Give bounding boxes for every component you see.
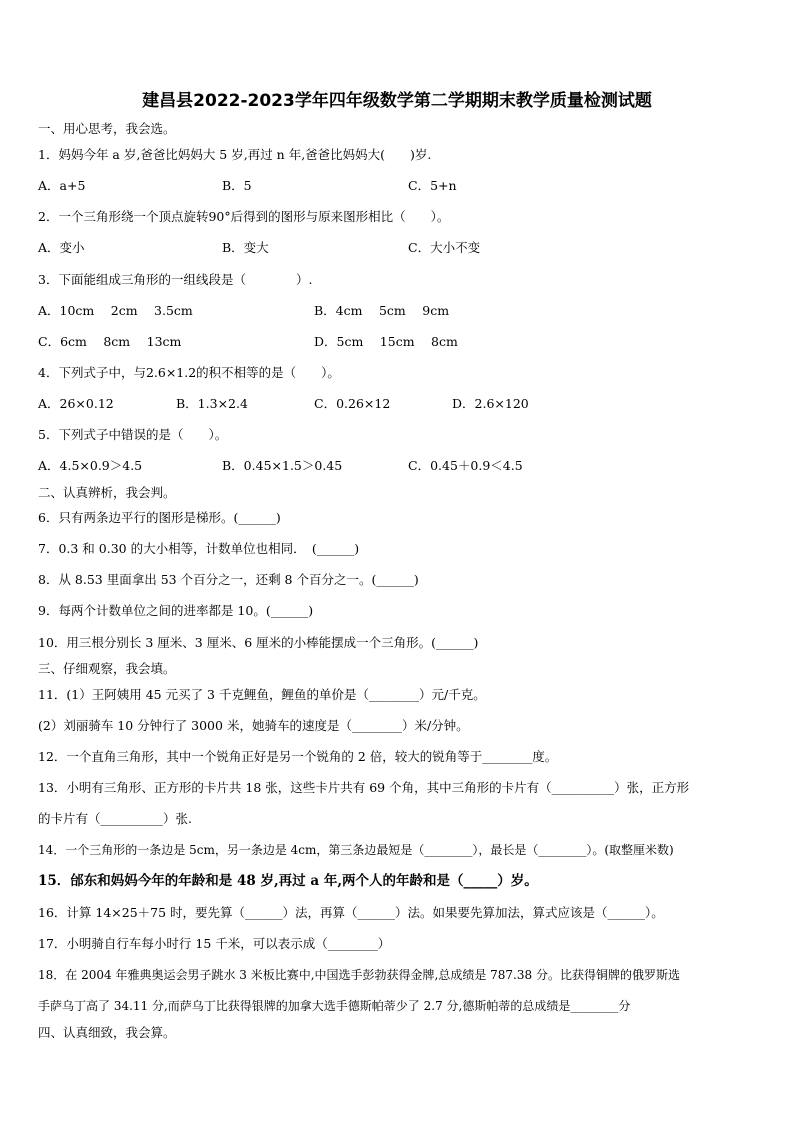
question-7: 7．0.3 和 0.30 的大小相等，计数单位也相同． (______): [38, 541, 360, 556]
question-17: 17．小明骑自行车每小时行 15 千米，可以表示成（________）: [38, 936, 391, 951]
question-11-part-1: 11．(1）王阿姨用 45 元买了 3 千克鲤鱼，鲤鱼的单价是（________）元/千克。: [38, 687, 486, 702]
question-11-part-2: (2）刘丽骑车 10 分钟行了 3000 米，她骑车的速度是（________）米/分钟。: [38, 718, 469, 733]
question-13-line-1: 13．小明有三角形、正方形的卡片共 18 张，这些卡片共有 69 个角，其中三角形的卡片有（__________）张，正方形: [38, 780, 690, 795]
q3-option-a: A．10cm 2cm 3.5cm: [38, 303, 193, 318]
question-5: 5．下列式子中错误的是（ ）。: [38, 427, 228, 442]
question-9: 9．每两个计数单位之间的进率都是 10。(______): [38, 603, 314, 618]
q4-option-c: C．0.26×12: [314, 396, 391, 411]
q4-option-d: D．2.6×120: [452, 396, 529, 411]
q2-option-c: C．大小不变: [408, 240, 481, 255]
q5-option-a: A．4.5×0.9＞4.5: [38, 458, 143, 473]
question-13-line-2: 的卡片有（__________）张.: [38, 811, 192, 826]
q1-option-a: A．a+5: [38, 178, 86, 193]
question-16: 16．计算 14×25＋75 时，要先算（______）法，再算（______）法。如果要先算加法，算式应该是（______）。: [38, 905, 664, 920]
q5-option-b: B．0.45×1.5＞0.45: [222, 458, 343, 473]
question-3: 3．下面能组成三角形的一组线段是（ ）.: [38, 272, 313, 287]
question-15: 15．邰东和妈妈今年的年龄和是 48 岁,再过 a 年,两个人的年龄和是（_____）岁。: [38, 873, 538, 889]
question-8: 8．从 8.53 里面拿出 53 个百分之一，还剩 8 个百分之一。(______): [38, 572, 419, 587]
section-3-heading: 三、仔细观察，我会填。: [38, 661, 176, 676]
section-2-heading: 二、认真辨析，我会判。: [38, 485, 176, 500]
question-18-line-2: 手萨乌丁高了 34.11 分,而萨乌丁比获得银牌的加拿大选手德斯帕蒂少了 2.7 分,德斯帕蒂的总成绩是________分: [38, 999, 631, 1013]
q4-option-a: A．26×0.12: [38, 396, 114, 411]
q4-option-b: B．1.3×2.4: [176, 396, 248, 411]
question-2: 2．一个三角形绕一个顶点旋转90°后得到的图形与原来图形相比（ ）。: [38, 209, 450, 224]
question-18-line-1: 18．在 2004 年雅典奥运会男子跳水 3 米板比赛中,中国选手彭勃获得金牌,总成绩是 787.38 分。比获得铜牌的俄罗斯选: [38, 968, 680, 982]
section-1-heading: 一、用心思考，我会选。: [38, 121, 176, 136]
question-4: 4．下列式子中，与2.6×1.2的积不相等的是（ ）。: [38, 365, 340, 380]
q1-option-b: B．5: [222, 178, 252, 193]
q1-option-c: C．5+n: [408, 178, 457, 193]
q3-option-b: B．4cm 5cm 9cm: [314, 303, 450, 318]
q2-option-a: A．变小: [38, 240, 85, 255]
question-10: 10．用三根分别长 3 厘米、3 厘米、6 厘米的小棒能摆成一个三角形。(______): [38, 635, 479, 650]
question-1: 1．妈妈今年 a 岁,爸爸比妈妈大 5 岁,再过 n 年,爸爸比妈妈大( )岁.: [38, 147, 432, 162]
q5-option-c: C．0.45＋0.9＜4.5: [408, 458, 523, 473]
q3-option-d: D．5cm 15cm 8cm: [314, 334, 458, 349]
question-14: 14．一个三角形的一条边是 5cm，另一条边是 4cm，第三条边最短是（________），最长是（________）。(取整厘米数): [38, 843, 674, 857]
question-6: 6．只有两条边平行的图形是梯形。(______): [38, 510, 281, 525]
question-12: 12．一个直角三角形，其中一个锐角正好是另一个锐角的 2 倍，较大的锐角等于________度。: [38, 749, 558, 764]
q2-option-b: B．变大: [222, 240, 269, 255]
q3-option-c: C．6cm 8cm 13cm: [38, 334, 182, 349]
page-title: 建昌县2022-2023学年四年级数学第二学期期末教学质量检测试题: [142, 91, 652, 111]
section-4-heading: 四、认真细致，我会算。: [38, 1025, 176, 1040]
